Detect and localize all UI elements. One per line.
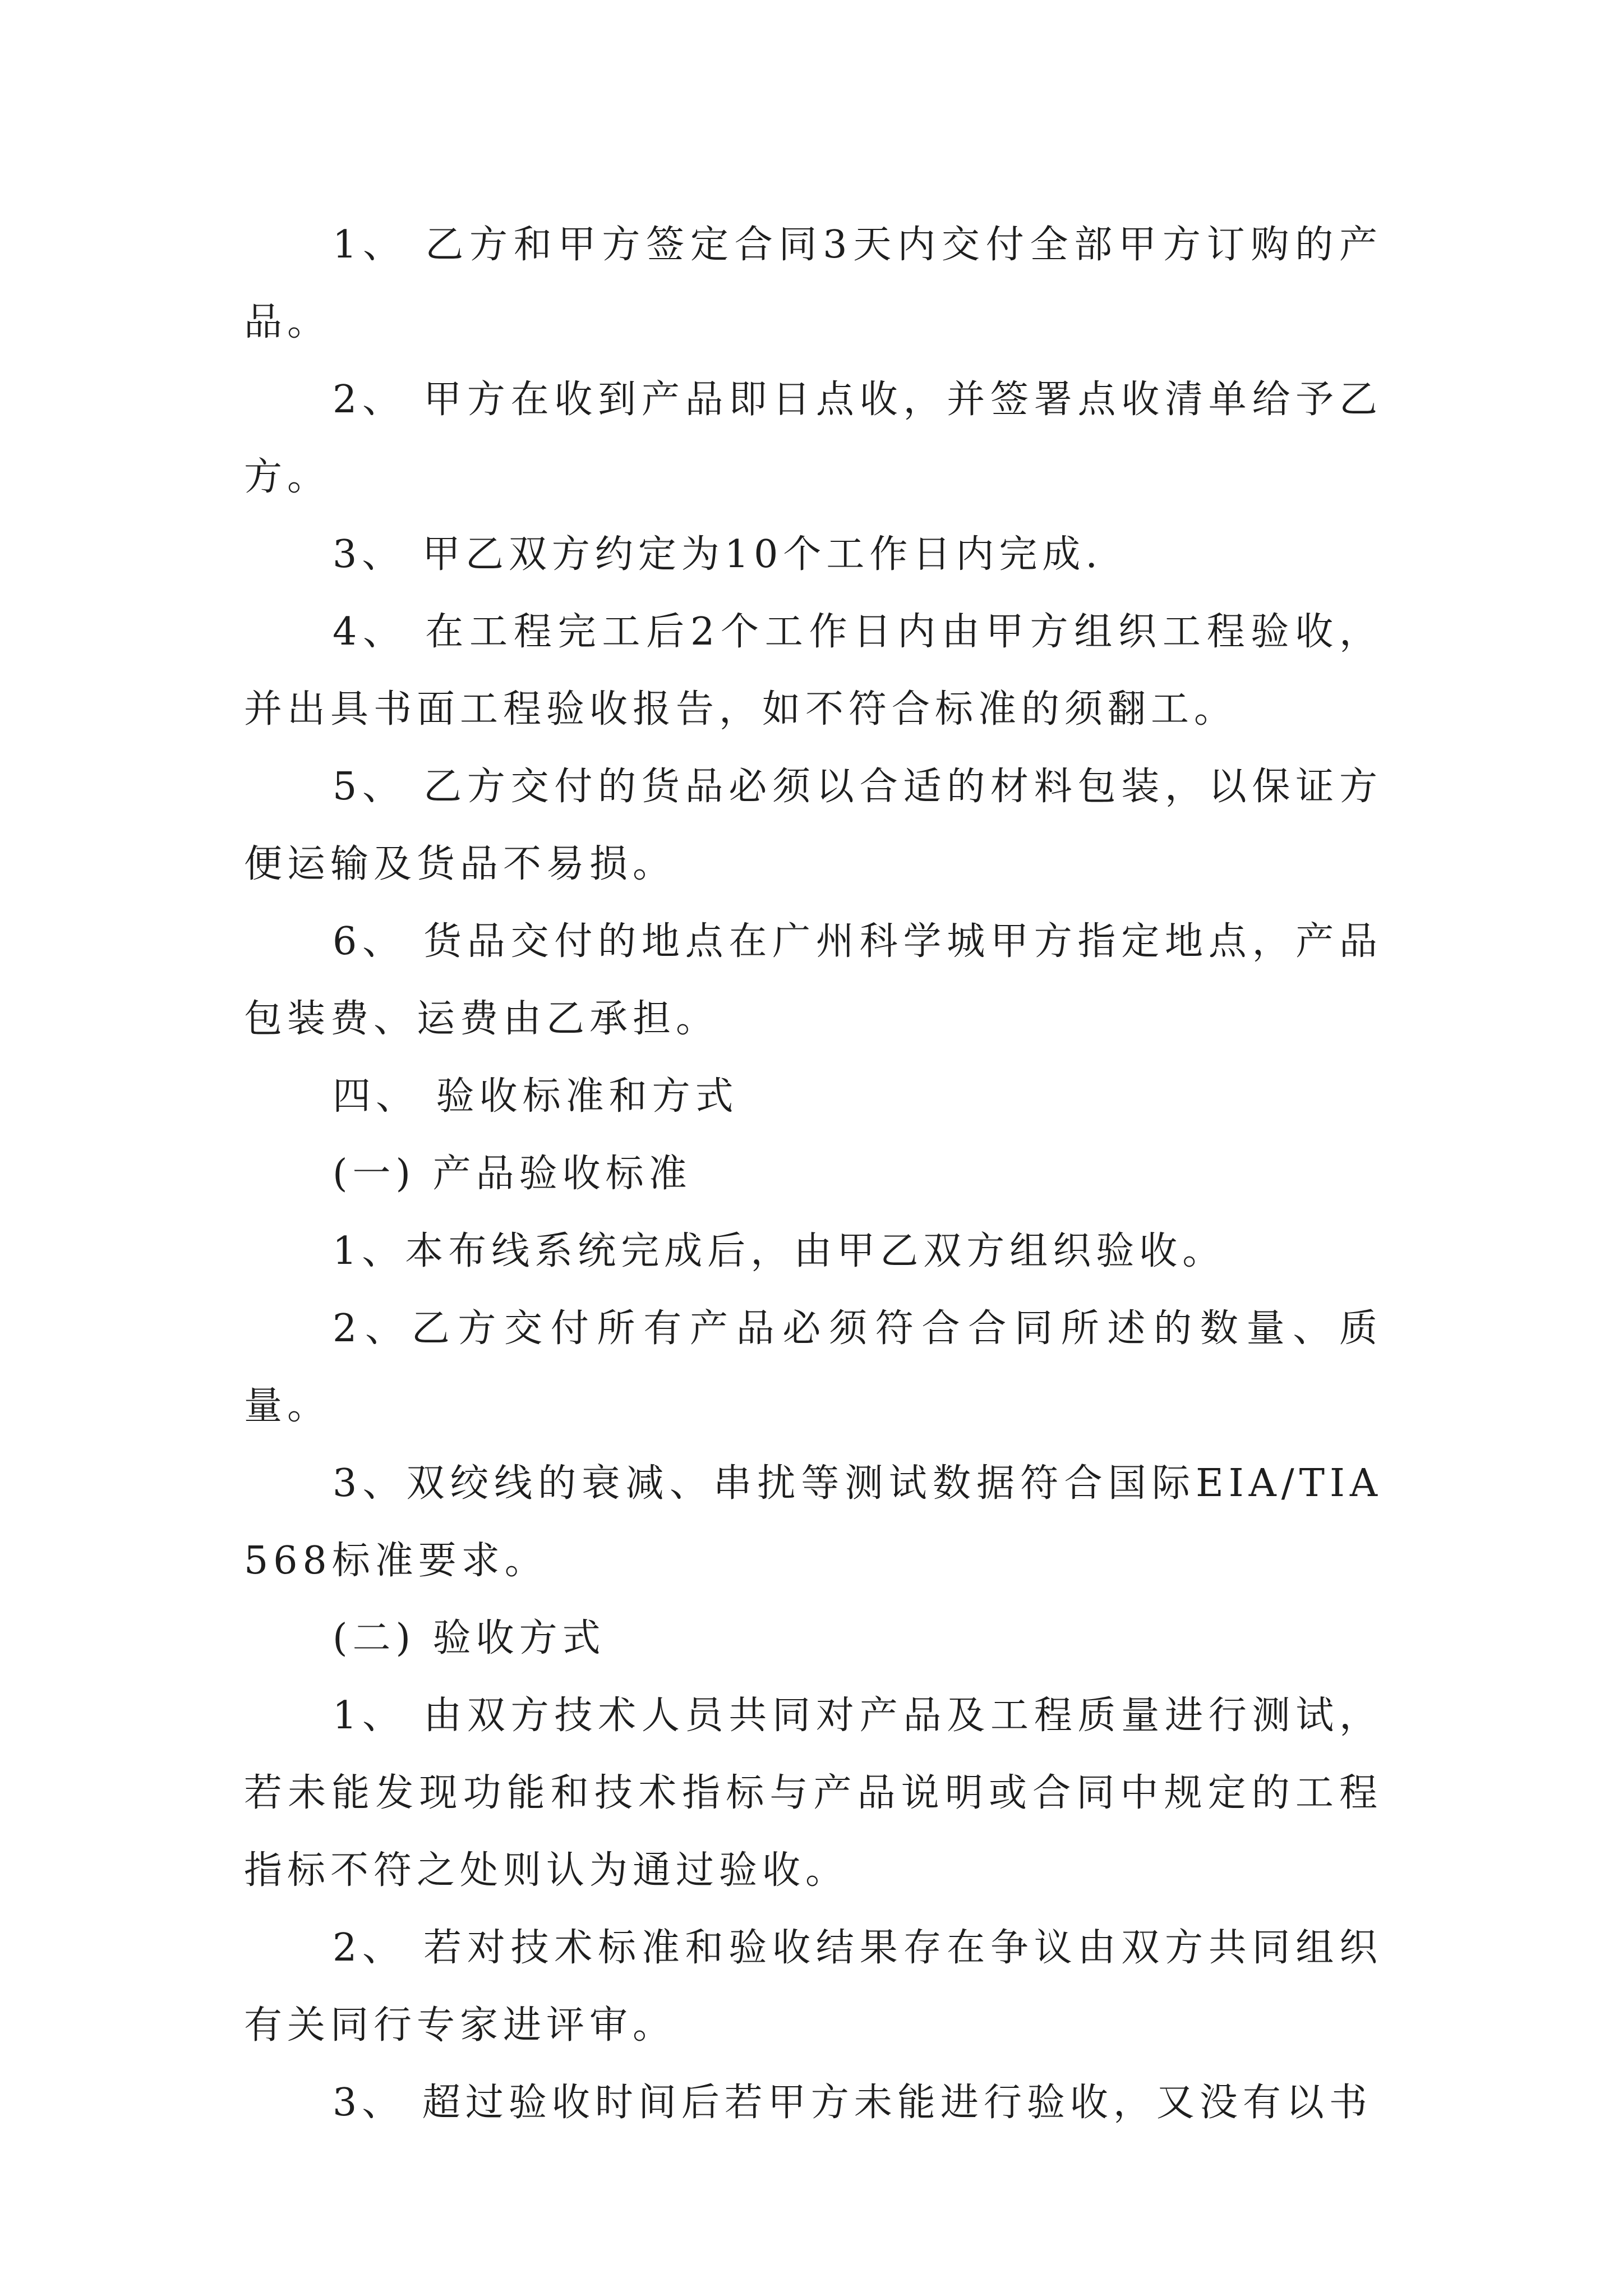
paragraph-delivery-4: 4、 在工程完工后2个工作日内由甲方组织工程验收，并出具书面工程验收报告，如不符合标准的须翻工。 [244, 610, 1382, 731]
paragraph-delivery-1: 1、 乙方和甲方签定合同3天内交付全部甲方订购的产品。 [244, 223, 1382, 344]
paragraph-standard-3: 3、双绞线的衰减、串扰等测试数据符合国际EIA/TIA 568标准要求。 [244, 1461, 1382, 1583]
paragraph-delivery-2: 2、 甲方在收到产品即日点收，并签署点收清单给予乙方。 [244, 378, 1382, 499]
paragraph-method-3: 3、 超过验收时间后若甲方未能进行验收，又没有以书 [333, 2081, 1372, 2125]
paragraph-delivery-6: 6、 货品交付的地点在广州科学城甲方指定地点，产品包装费、运费由乙承担。 [244, 919, 1382, 1041]
paragraph-standard-1: 1、本布线系统完成后，由甲乙双方组织验收。 [333, 1229, 1226, 1273]
paragraph-standard-2: 2、乙方交付所有产品必须符合合同所述的数量、质量。 [244, 1306, 1382, 1428]
paragraph-delivery-5: 5、 乙方交付的货品必须以合适的材料包装，以保证方便运输及货品不易损。 [244, 765, 1382, 886]
paragraph-delivery-3: 3、 甲乙双方约定为10个工作日内完成. [333, 532, 1103, 577]
paragraph-method-2: 2、 若对技术标准和验收结果存在争议由双方共同组织有关同行专家进评审。 [244, 1926, 1382, 2047]
document-body [244, 206, 1382, 2142]
subsection-heading-method: (二) 验收方式 [333, 1616, 606, 1660]
subsection-heading-standards: (一) 产品验收标准 [333, 1152, 692, 1196]
section-heading-acceptance: 四、 验收标准和方式 [333, 1074, 739, 1119]
paragraph-method-1: 1、 由双方技术人员共同对产品及工程质量进行测试，若未能发现功能和技术指标与产品说明或合同中规定的工程指标不符之处则认为通过验收。 [244, 1694, 1382, 1893]
